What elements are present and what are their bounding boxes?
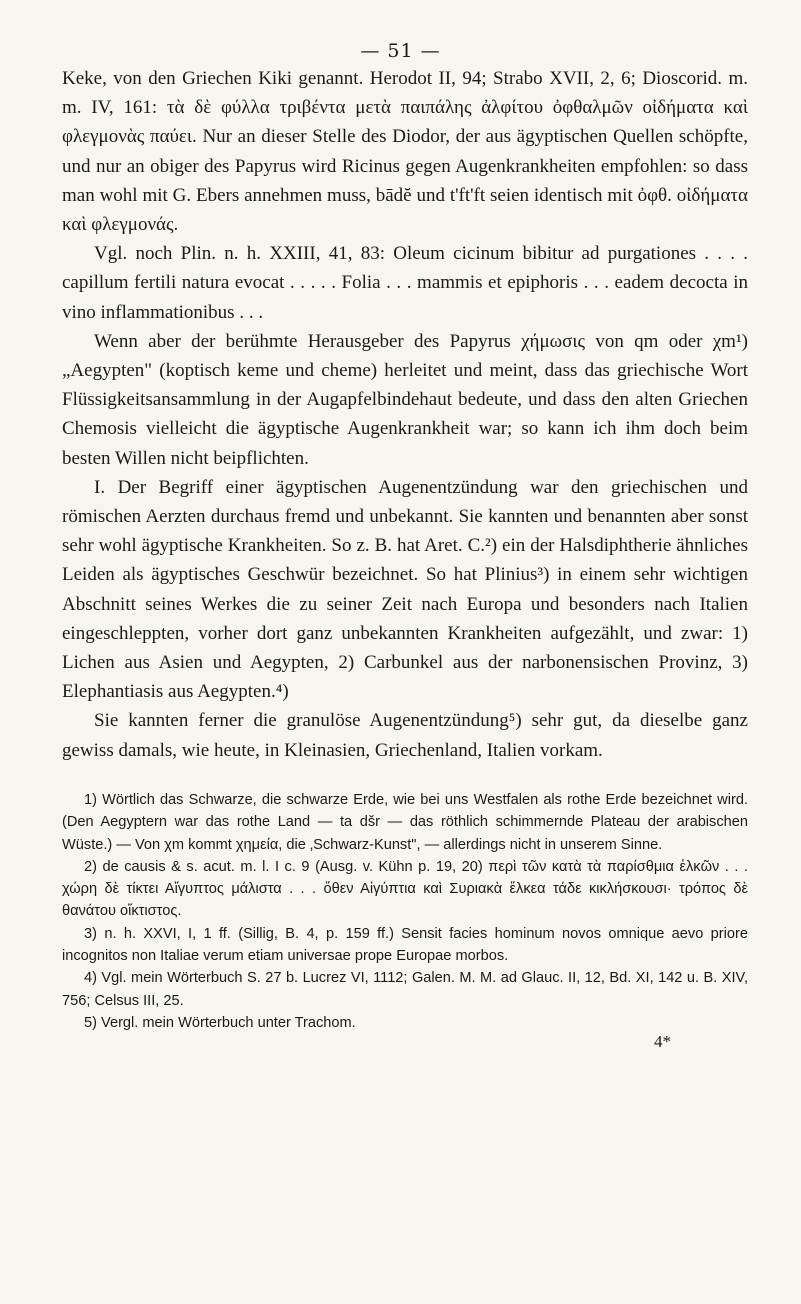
paragraph: Sie kannten ferner die granulöse Augenentzündung⁵) sehr gut, da dieselbe ganz gewiss damals, wie heute, in Kleinasien, Griechenland, Italien vorkam. xyxy=(62,710,748,761)
signature-mark: 4* xyxy=(654,1032,671,1051)
paragraph: Keke, von den Griechen Kiki genannt. Herodot II, 94; Strabo XVII, 2, 6; Dioscorid. m. m. IV, 161: τὰ δὲ φύλλα τριβέντα μετὰ παιπάλης ἀλφίτου ὀφθαλμῶν οἰδήματα καὶ φλεγμονὰς παύει. Nur an dieser Stelle des Diodor, der aus ägyptischen Quellen schöpfte, und nur an obiger des Papyrus wird Ricinus gegen Augenkrankheiten empfohlen: so dass man wohl mit G. Ebers annehmen muss, bādĕ und t'ft'ft seien identisch mit ὀφθ. οἰδήματα καὶ φλεγμονάς. xyxy=(62,68,748,236)
footnote: 2) de causis & s. acut. m. l. I c. 9 (Ausg. v. Kühn p. 19, 20) περὶ τῶν κατὰ τὰ παρίσθμια ἑλκῶν . . . χώρη δὲ τίκτει Αἴγυπτος μάλιστα . . . ὅθεν Αἰγύπτια καὶ Συριακὰ ἕλκεα τάδε κικλήσκουσι· τρόπος δὲ θανάτου οἴκτιστος. xyxy=(62,858,748,920)
footnote: 4) Vgl. mein Wörterbuch S. 27 b. Lucrez VI, 1112; Galen. M. M. ad Glauc. II, 12, Bd. XI, 142 u. B. XIV, 756; Celsus III, 25. xyxy=(62,970,748,1009)
footnote: 5) Vergl. mein Wörterbuch unter Trachom. xyxy=(84,1014,356,1031)
footnote: 3) n. h. XXVI, I, 1 ff. (Sillig, B. 4, p. 159 ff.) Sensit facies hominum novos omnique aevo priore incognitos non Italiae verum etiam universae prope Europae morbos. xyxy=(62,925,748,965)
footnote: 1) Wörtlich das Schwarze, die schwarze Erde, wie bei uns Westfalen als rothe Erde bezeichnet wird. (Den Aegyptern war das rothe Land — ta dšr — das röthlich schimmernde Plateau der arabischen Wüste.) — Von χm kommt χημεία, die ‚Schwarz-Kunst", — allerdings nicht in unserem Sinne. xyxy=(62,792,748,853)
paragraph: Wenn aber der berühmte Herausgeber des Papyrus χήμωσις von qm oder χm¹) „Aegypten" (koptisch keme und cheme) herleitet und meint, dass das griechische Wort Flüssigkeitsansammlung in der Augapfelbindehaut bedeute, und dass den alten Griechen Chemosis vielleicht die ägyptische Augenkrankheit war; so kann ich ihm doch beim besten Willen nicht beipflichten. xyxy=(62,330,748,469)
main-text xyxy=(62,64,748,765)
paragraph: I. Der Begriff einer ägyptischen Augenentzündung war den griechischen und römischen Aerzten durchaus fremd und unbekannt. Sie kannten und benannten aber sonst sehr wohl ägyptische Krankheiten. So z. B. hat Aret. C.²) ein der Halsdiphtherie ähnliches Leiden als ägyptisches Geschwür bezeichnet. So hat Plinius³) in einem sehr wichtigen Abschnitt seines Werkes die zu seiner Zeit nach Europa und besonders nach Italien eingeschleppten, vorher dort ganz unbekannten Krankheiten aufgezählt, und zwar: 1) Lichen aus Asien und Aegypten, 2) Carbunkel aus der narbonensischen Provinz, 3) Elephantiasis aus Aegypten.⁴) xyxy=(62,476,748,703)
page-number: — 51 — xyxy=(360,40,441,62)
paragraph: Vgl. noch Plin. n. h. XXIII, 41, 83: Oleum cicinum bibitur ad purgationes . . . . capillum fertili natura evocat . . . . . Folia . . . mammis et epiphoris . . . eadem decocta in vino inflammationibus . . . xyxy=(62,243,748,323)
footnotes xyxy=(62,789,748,1034)
